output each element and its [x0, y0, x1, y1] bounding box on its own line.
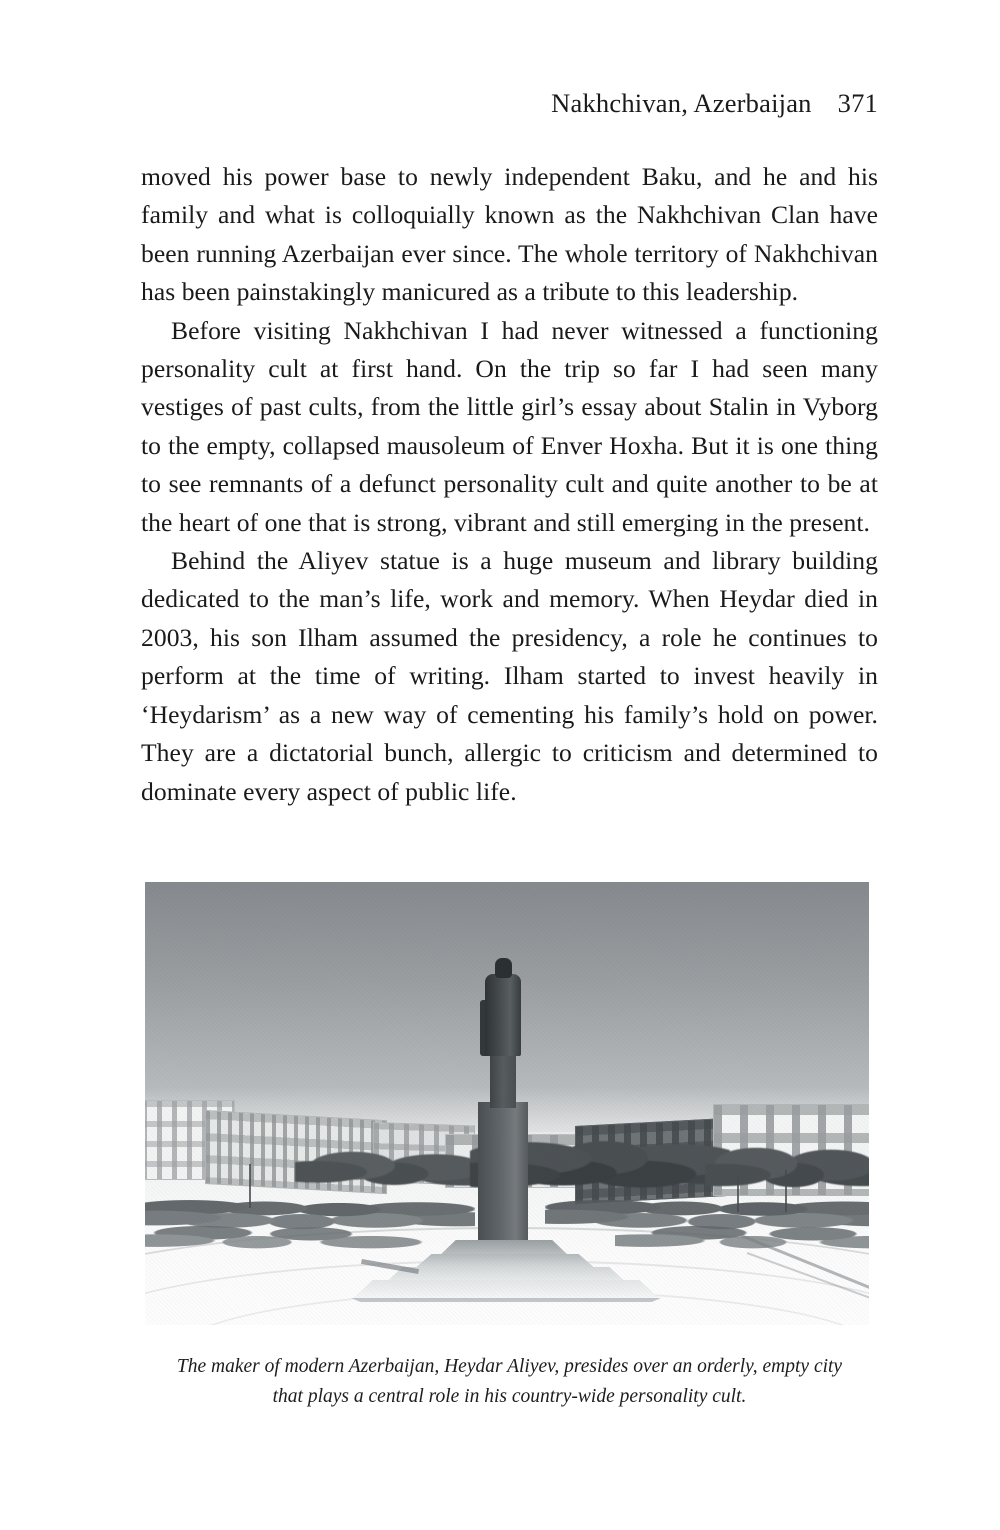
body-text-column: [141, 158, 878, 811]
lamp-post: [785, 1170, 787, 1212]
lamp-post: [737, 1176, 739, 1212]
statue-figure-body: [485, 974, 521, 1056]
figure-caption: [141, 1352, 878, 1412]
running-head: [141, 88, 878, 120]
figure-caption-line-1: The maker of modern Azerbaijan, Heydar Aliyev, presides over an orderly, empty city: [176, 1356, 843, 1377]
paragraph-3: Behind the Aliyev statue is a huge museum and library building dedicated to the man’s life, work and memory. When Heydar died in 2003, his son Ilham assumed the presidency, a role he continues to perform at the time of writing. Ilham started to invest heavily in ‘Heydarism’ as a new way of cementing his family’s hold on power. They are a dictatorial bunch, allergic to criticism and determined to dominate every aspect of public life.: [141, 546, 878, 806]
photograph-statue-plaza: [145, 882, 869, 1325]
paragraph-1: moved his power base to newly independent Baku, and he and his family and what is colloquially known as the Nakhchivan Clan have been running Azerbaijan ever since. The whole territory of Nakhchivan has been painstakingly manicured as a tribute to this leadership.: [141, 162, 878, 307]
lamp-post: [249, 1164, 251, 1208]
statue-plinth: [478, 1102, 528, 1254]
statue-plinth-neck: [490, 1050, 516, 1108]
base-step-widest: [351, 1280, 661, 1300]
page-number: 371: [837, 88, 878, 118]
paragraph-2: Before visiting Nakhchivan I had never witnessed a functioning personality cult at first hand. On the trip so far I had seen many vestiges of past cults, from the little girl’s essay about Stalin in Vyborg to the empty, collapsed mausoleum of Enver Hoxha. But it is one thing to see remnants of a defunct personality cult and quite another to be at the heart of one that is strong, vibrant and still emerging in the present.: [141, 315, 878, 537]
figure: [145, 882, 869, 1407]
figure-caption-line-2: that plays a central role in his country-wide personality cult.: [272, 1386, 747, 1407]
base-edge-shadow: [351, 1298, 661, 1302]
shrub-row-right-front: [615, 1212, 869, 1264]
shrub-row-left-front: [145, 1212, 425, 1264]
running-head-chapter-title: Nakhchivan, Azerbaijan: [551, 88, 812, 118]
statue-figure-head: [495, 958, 512, 978]
